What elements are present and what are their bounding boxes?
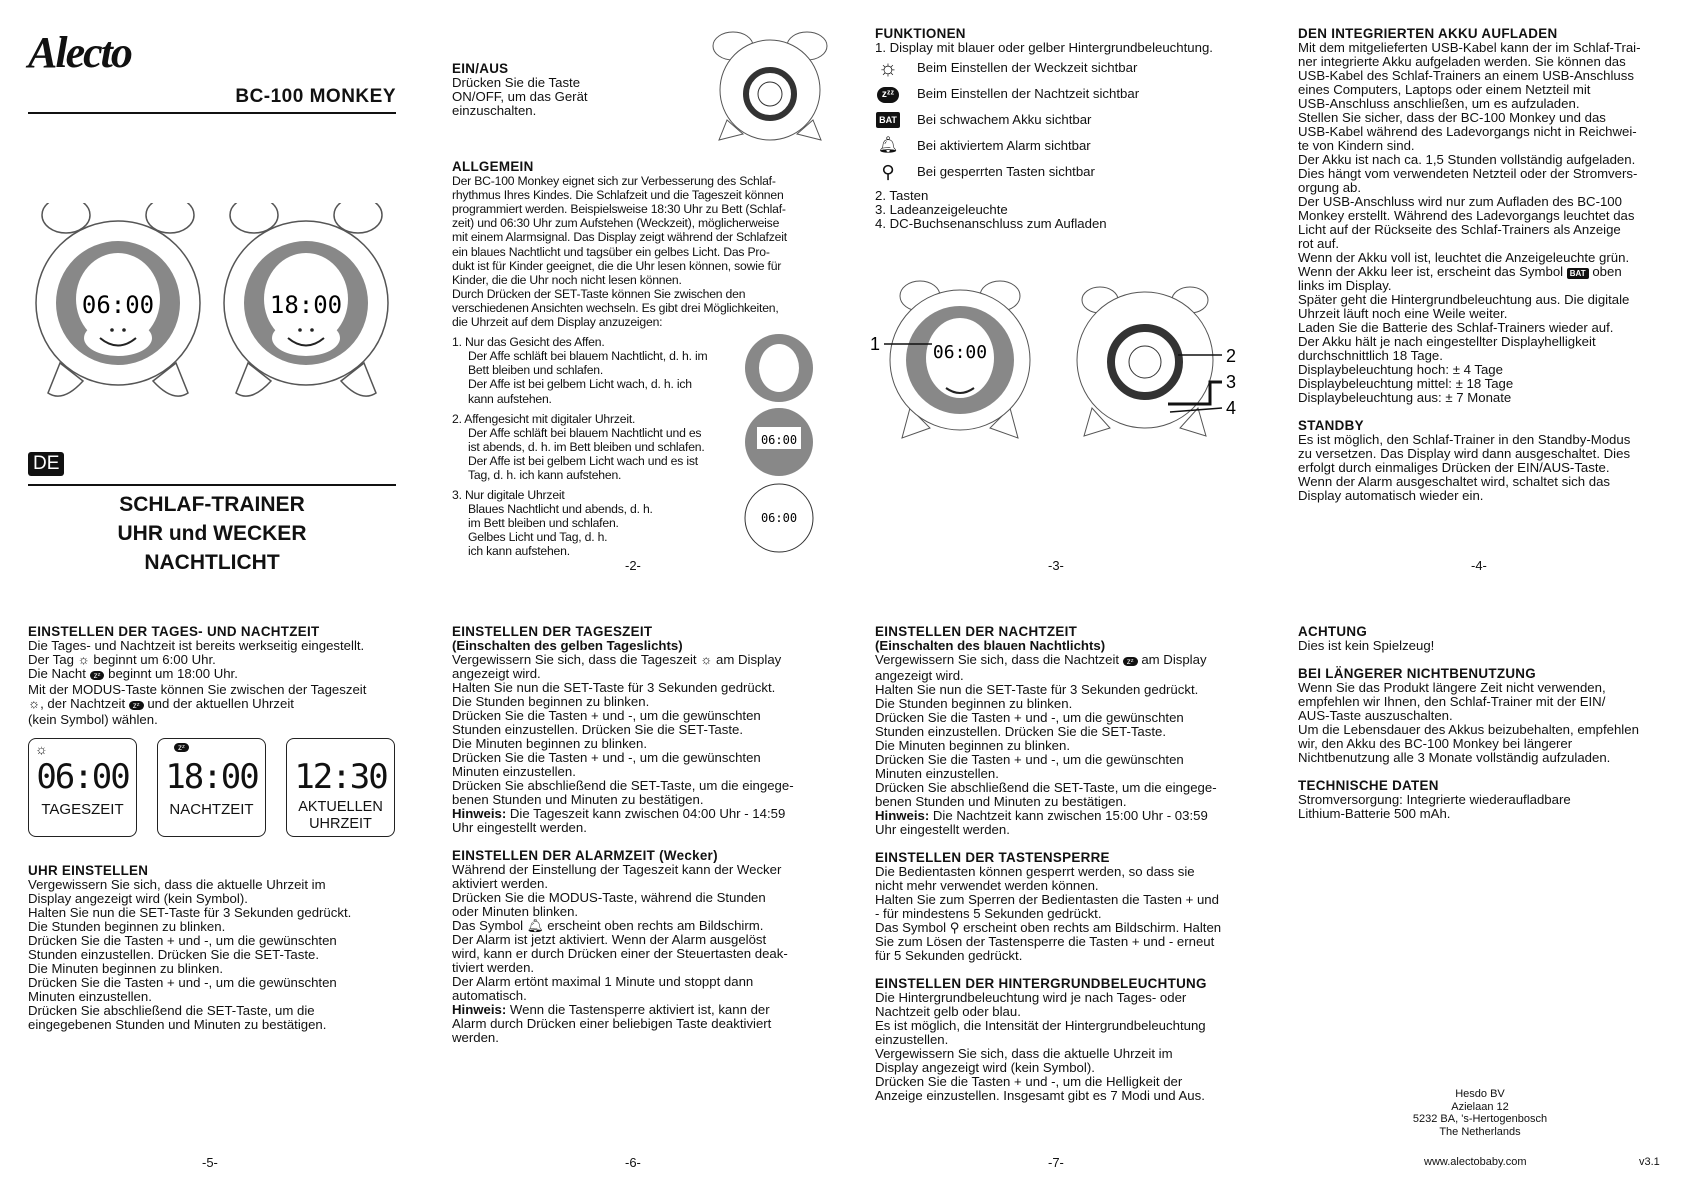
text-line: Drücken Sie die Tasten + und -, um die gewünschten — [28, 933, 337, 948]
text-line: Die Minuten beginnen zu blinken. — [28, 961, 224, 976]
section-heading: TECHNISCHE DATEN — [1298, 778, 1439, 793]
cover-panel — [28, 28, 396, 588]
divider — [28, 112, 396, 114]
text-line: Die Minuten beginnen zu blinken. — [875, 738, 1071, 753]
text-line: USB-Kabel des Schlaf-Trainers an einem USB-Anschluss — [1298, 68, 1634, 83]
section-heading: ACHTUNG — [1298, 624, 1368, 639]
text-line: Drücken Sie abschließend die SET-Taste, um die — [28, 1003, 315, 1018]
section-heading: STANDBY — [1298, 418, 1364, 433]
text-line: Licht auf der Rückseite des Schlaf-Trainers als Anzeige — [1298, 222, 1621, 237]
text-line: Die Hintergrundbeleuchtung wird je nach Tages- oder — [875, 990, 1187, 1005]
text-line: Lithium-Batterie 500 mAh. — [1298, 806, 1451, 821]
text-line: Drücken Sie die Tasten + und -, um die gewünschten — [875, 710, 1184, 725]
function-text: Bei aktiviertem Alarm sichtbar — [917, 138, 1091, 153]
text-line: werden. — [452, 1030, 499, 1045]
function-row — [875, 159, 1265, 185]
text-line: Wenn der Akku voll ist, leuchtet die Anzeigeleuchte grün. — [1298, 250, 1630, 265]
sun-icon: ☼ — [28, 696, 41, 711]
text-line: Das Symbol 🔔︎ erscheint oben rechts am Bildschirm. — [452, 918, 764, 933]
text-line: Drücken Sie die Tasten + und -, um die gewünschten — [875, 752, 1184, 767]
section-heading: UHR EINSTELLEN — [28, 863, 149, 878]
page-number: -4- — [1471, 558, 1487, 573]
section-subheading: (Einschalten des gelben Tageslichts) — [452, 638, 683, 653]
text-line: Drücken Sie die Tasten + und -, um die Helligkeit der — [875, 1074, 1183, 1089]
text-line: Der Akku hält je nach eingestellter Displayhelligkeit — [1298, 334, 1596, 349]
cover-title — [28, 490, 396, 577]
text-line: Der Akku ist nach ca. 1,5 Stunden vollständig aufgeladen. — [1298, 152, 1636, 167]
section-heading: EIN/AUS — [452, 61, 509, 76]
section-heading: EINSTELLEN DER HINTERGRUNDBELEUCHTUNG — [875, 976, 1207, 991]
text-line: eines Computers, Laptops oder einem Netzteil mit — [1298, 82, 1591, 97]
address-line: Hesdo BV — [1455, 1088, 1505, 1100]
text-line: aktiviert werden. — [452, 876, 549, 891]
text-line: Stunden einzustellen. Drücken Sie die SET-Taste. — [28, 947, 320, 962]
zzz-icon: zᶻ — [174, 743, 189, 752]
zzz-icon: zᶻ — [1123, 657, 1138, 666]
text-line: einzuschalten. — [452, 103, 537, 118]
text-line: 2. Tasten — [875, 188, 929, 203]
text-line: Wenn der Alarm ausgeschaltet wird, schaltet sich das — [1298, 474, 1611, 489]
text-line: automatisch. — [452, 988, 527, 1003]
bell-icon: 🔔︎ — [877, 137, 899, 154]
text-line: USB-Kabel während des Ladevorgangs nicht in Reichwei- — [1298, 124, 1637, 139]
option-2-clock: 06:00 — [760, 433, 798, 447]
text-line: 4. DC-Buchsenanschluss zum Aufladen — [875, 216, 1107, 231]
address-line: 5232 BA, 's-Hertogenbosch — [1412, 1113, 1548, 1125]
text-line: angezeigt wird. — [875, 668, 964, 683]
text-line: Vergewissern Sie sich, dass die Tageszeit ☼ am Display — [452, 652, 782, 667]
text-line: Uhrzeit läuft noch eine Weile weiter. — [1298, 306, 1508, 321]
address-line: Azielaan 12 — [1451, 1100, 1509, 1113]
text-line: für 5 Sekunden gedrückt. — [875, 948, 1023, 963]
page-7 — [875, 625, 1265, 1103]
page-5 — [28, 625, 423, 727]
text-line: ist abends, d. h. im Bett bleiben und schlafen. — [468, 439, 705, 454]
option-3-clock: 06:00 — [760, 511, 798, 525]
text-line: Displaybeleuchtung aus: ± 7 Monate — [1298, 390, 1512, 405]
option-2-title: 2. Affengesicht mit digitaler Uhrzeit. — [452, 411, 636, 426]
text-line: Um die Lebensdauer des Akkus beizubehalten, empfehlen — [1298, 722, 1639, 737]
text-line: Vergewissern Sie sich, dass die aktuelle Uhrzeit im — [28, 877, 326, 892]
lcd-time: 12:30 — [294, 757, 387, 797]
page-4 — [1298, 27, 1684, 503]
text-line: Drücken Sie die Tasten + und -, um die gewünschten — [452, 750, 761, 765]
text-line: durchschnittlich 18 Tage. — [1298, 348, 1443, 363]
text-line: im Bett bleiben und schlafen. — [468, 516, 619, 531]
text-line: Anzeige einzustellen. Insgesamt gibt es 7 Modi und Aus. — [875, 1088, 1205, 1103]
text-line: Mit der MODUS-Taste können Sie zwischen der Tageszeit — [28, 682, 367, 697]
text-line: Dies ist kein Spielzeug! — [1298, 638, 1435, 653]
text-line: Wenn der Akku leer ist, erscheint das Symbol BAT oben — [1298, 264, 1622, 279]
text-line: tiviert werden. — [452, 960, 535, 975]
text-line: programmiert werden. Beispielsweise 18:30 Uhr zu Bett (Schlaf- — [452, 202, 786, 217]
zzz-icon: zᶻ — [90, 671, 105, 680]
text-line: Display angezeigt wird (kein Symbol). — [875, 1060, 1095, 1075]
key-icon: ⚲ — [881, 162, 895, 182]
text-line: Minuten einzustellen. — [875, 766, 999, 781]
section-heading: FUNKTIONEN — [875, 26, 966, 41]
text-line: Monkey erstellt. Während des Ladevorgangs leuchtet das — [1298, 208, 1635, 223]
text-line: Stunden einzustellen. Drücken Sie die SET-Taste. — [452, 722, 744, 737]
cover-title-line: SCHLAF-TRAINER — [119, 493, 305, 516]
text-line: Displaybeleuchtung mittel: ± 18 Tage — [1298, 376, 1514, 391]
text-line: Halten Sie zum Sperren der Bedientasten die Tasten + und — [875, 892, 1219, 907]
function-text: Beim Einstellen der Nachtzeit sichtbar — [917, 86, 1140, 101]
page-5-clock — [28, 864, 423, 1032]
page-number: -5- — [202, 1155, 218, 1170]
mode-label: TAGESZEIT — [41, 801, 124, 818]
text-line: ein blaues Nachtlicht und tagsüber ein gelbes Licht. Das Pro- — [452, 244, 770, 259]
text-line: Stellen Sie sicher, dass der BC-100 Monkey und das — [1298, 110, 1606, 125]
text-line: benen Stunden und Minuten zu bestätigen. — [875, 794, 1127, 809]
text-line: orgung ab. — [1298, 180, 1362, 195]
sun-icon: ☼ — [77, 652, 90, 667]
text-line: einzustellen. — [875, 1032, 949, 1047]
text-line: Drücken Sie die Tasten + und -, um die gewünschten — [452, 708, 761, 723]
mode-box-night — [157, 738, 266, 837]
text-line: Hinweis: Wenn die Tastensperre aktiviert ist, kann der — [452, 1002, 770, 1017]
text-line: Mit dem mitgelieferten USB-Kabel kann der im Schlaf-Trai- — [1298, 40, 1641, 55]
text-line: zeit) und 06:30 Uhr zum Aufstehen (Weckzeit), möglicherweise — [452, 216, 780, 231]
company-address — [1380, 1088, 1580, 1138]
sun-icon: ☼ — [35, 741, 48, 757]
mode-box-day — [28, 738, 137, 837]
sun-icon: ☼ — [877, 55, 899, 80]
text-line: Die Nacht zᶻ beginnt um 18:00 Uhr. — [28, 666, 238, 681]
function-row — [875, 107, 1265, 133]
text-line: Vergewissern Sie sich, dass die aktuelle Uhrzeit im — [875, 1046, 1173, 1061]
text-line: eingegebenen Stunden und Minuten zu bestätigen. — [28, 1017, 327, 1032]
mode-label: AKTUELLEN UHRZEIT — [298, 799, 383, 832]
text-line: Sie zum Lösen der Tastensperre die Tasten + und - erneut — [875, 934, 1215, 949]
function-row — [875, 133, 1265, 159]
version-label: v3.1 — [1639, 1156, 1660, 1168]
display-options-illustration — [743, 332, 823, 572]
mode-box-current — [286, 738, 395, 837]
text-line: Drücken Sie abschließend die SET-Taste, um die eingege- — [452, 778, 794, 793]
page-8 — [1298, 625, 1684, 821]
callout-1: 1 — [870, 334, 881, 354]
text-line: 1. Display mit blauer oder gelber Hintergrundbeleuchtung. — [875, 40, 1213, 55]
text-line: benen Stunden und Minuten zu bestätigen. — [452, 792, 704, 807]
text-line: Vergewissern Sie sich, dass die Nachtzeit zᶻ am Display — [875, 652, 1207, 667]
text-line: ner integrierte Akku aufgeladen werden. Sie können das — [1298, 54, 1626, 69]
cover-clock-left: 06:00 — [81, 291, 155, 319]
brand-logo: Alecto — [28, 28, 131, 77]
text-line: ich kann aufstehen. — [468, 544, 570, 559]
device-clock: 06:00 — [932, 342, 988, 363]
text-line: Halten Sie nun die SET-Taste für 3 Sekunden gedrückt. — [875, 682, 1199, 697]
option-1-title: 1. Nur das Gesicht des Affen. — [452, 335, 605, 350]
text-line: ON/OFF, um das Gerät — [452, 89, 588, 104]
callout-2: 2 — [1226, 346, 1237, 366]
text-line: Nichtbenutzung alle 3 Monate vollständig aufzuladen. — [1298, 750, 1611, 765]
section-subheading: (Einschalten des blauen Nachtlichts) — [875, 638, 1106, 653]
text-line: Drücken Sie abschließend die SET-Taste, um die eingege- — [875, 780, 1217, 795]
text-line: Die Stunden beginnen zu blinken. — [875, 696, 1073, 711]
text-line: Drücken Sie die MODUS-Taste, während die Stunden — [452, 890, 766, 905]
text-line: Hinweis: Die Nachtzeit kann zwischen 15:00 Uhr - 03:59 — [875, 808, 1208, 823]
text-line: Die Stunden beginnen zu blinken. — [28, 919, 226, 934]
text-line: Dies hängt vom verwendeten Netzteil oder der Stromvers- — [1298, 166, 1638, 181]
text-line: Es ist möglich, den Schlaf-Trainer in den Standby-Modus — [1298, 432, 1631, 447]
bell-icon: 🔔︎ — [526, 918, 544, 933]
text-line: Uhr eingestellt werden. — [875, 822, 1010, 837]
text-line: verschiedenen Ansichten wechseln. Es gibt drei Möglichkeiten, — [452, 300, 779, 315]
bat-icon: BAT — [1567, 268, 1589, 279]
section-heading: BEI LÄNGERER NICHTBENUTZUNG — [1298, 666, 1536, 681]
text-line: Nachtzeit gelb oder blau. — [875, 1004, 1021, 1019]
text-line: oder Minuten blinken. — [452, 904, 579, 919]
text-line: Stunden einzustellen. Drücken Sie die SET-Taste. — [875, 724, 1167, 739]
page-number: -3- — [1048, 558, 1064, 573]
text-line: links im Display. — [1298, 278, 1392, 293]
text-line: nicht mehr verwendet werden können. — [875, 878, 1099, 893]
text-line: Hinweis: Die Tageszeit kann zwischen 04:00 Uhr - 14:59 — [452, 806, 786, 821]
section-heading: EINSTELLEN DER TAGESZEIT — [452, 624, 653, 639]
cover-clock-right: 18:00 — [269, 291, 343, 319]
text-line: Es ist möglich, die Intensität der Hintergrundbeleuchtung — [875, 1018, 1206, 1033]
text-line: Minuten einzustellen. — [452, 764, 576, 779]
function-text: Bei schwachem Akku sichtbar — [917, 112, 1092, 127]
language-badge: DE — [28, 452, 64, 476]
text-line: Blaues Nachtlicht und abends, d. h. — [468, 502, 653, 517]
device-front-back-illustration — [870, 278, 1250, 448]
text-line: Durch Drücken der SET-Taste können Sie zwischen den — [452, 286, 746, 301]
key-icon: ⚲ — [949, 920, 960, 935]
text-line: Bett bleiben und schlafen. — [468, 363, 604, 378]
text-line: angezeigt wird. — [452, 666, 541, 681]
lcd-time: 06:00 — [36, 757, 129, 797]
text-line: zu versetzen. Das Display wird dann ausgeschaltet. Dies — [1298, 446, 1631, 461]
text-line: Der Alarm ist jetzt aktiviert. Wenn der Alarm ausgelöst — [452, 932, 767, 947]
page-number: -6- — [625, 1155, 641, 1170]
text-line: Der Tag ☼ beginnt um 6:00 Uhr. — [28, 652, 216, 667]
text-line: wird, kann er durch Drücken einer der Steuertasten deak- — [452, 946, 788, 961]
zzz-icon: zᶻ — [129, 701, 144, 710]
text-line: kann aufstehen. — [468, 391, 552, 406]
option-3-title: 3. Nur digitale Uhrzeit — [452, 488, 565, 503]
text-line: mit einem Alarmsignal. Das Display zeigt während der Schlafzeit — [452, 230, 787, 245]
clock-back-illustration — [705, 30, 835, 142]
text-line: Drücken Sie die Taste — [452, 75, 581, 90]
text-line: ☼, der Nachtzeit zᶻ und der aktuellen Uhrzeit — [28, 696, 294, 711]
text-line: Der Affe schläft bei blauem Nachtlicht und es — [468, 425, 702, 440]
text-line: Stromversorgung: Integrierte wiederaufladbare — [1298, 792, 1571, 807]
text-line: AUS-Taste auszuschalten. — [1298, 708, 1453, 723]
text-line: (kein Symbol) wählen. — [28, 712, 158, 727]
website-link[interactable]: www.alectobaby.com — [1424, 1156, 1527, 1168]
text-line: te von Kindern sind. — [1298, 138, 1415, 153]
text-line: Kinder, die die Uhr noch nicht lesen können. — [452, 272, 682, 287]
text-line: Laden Sie die Batterie des Schlaf-Trainers wieder auf. — [1298, 320, 1614, 335]
model-name: BC-100 MONKEY — [235, 86, 396, 107]
section-heading: EINSTELLEN DER TAGES- UND NACHTZEIT — [28, 624, 320, 639]
page-number: -7- — [1048, 1155, 1064, 1170]
text-line: wir, den Akku des BC-100 Monkey bei längerer — [1298, 736, 1573, 751]
text-line: empfehlen wir Ihnen, den Schlaf-Trainer mit der EIN/ — [1298, 694, 1606, 709]
text-line: Displaybeleuchtung hoch: ± 4 Tage — [1298, 362, 1503, 377]
text-line: rot auf. — [1298, 236, 1340, 251]
address-line: The Netherlands — [1439, 1125, 1521, 1138]
text-line: Die Bedientasten können gesperrt werden, so dass sie — [875, 864, 1195, 879]
text-line: USB-Anschluss anschließen, um es aufzuladen. — [1298, 96, 1580, 111]
text-line: Display automatisch wieder ein. — [1298, 488, 1484, 503]
text-line: Die Minuten beginnen zu blinken. — [452, 736, 648, 751]
callout-3: 3 — [1226, 372, 1237, 392]
text-line: Uhr eingestellt werden. — [452, 820, 587, 835]
text-line: Gelbes Licht und Tag, d. h. — [468, 530, 608, 545]
page-6 — [452, 625, 842, 1045]
text-line: erfolgt durch einmaliges Drücken der EIN/AUS-Taste. — [1298, 460, 1610, 475]
text-line: 3. Ladeanzeigeleuchte — [875, 202, 1008, 217]
text-line: Minuten einzustellen. — [28, 989, 152, 1004]
text-line: Der USB-Anschluss wird nur zum Aufladen des BC-100 — [1298, 194, 1622, 209]
bat-icon: BAT — [875, 112, 901, 128]
text-line: Die Tages- und Nachtzeit ist bereits werkseitig eingestellt. — [28, 638, 365, 653]
monkey-clocks-illustration — [28, 203, 396, 433]
text-line: - für mindestens 5 Sekunden gedrückt. — [875, 906, 1102, 921]
text-line: Tag, d. h. ich kann aufstehen. — [468, 467, 622, 482]
divider — [28, 484, 396, 486]
text-line: die Uhrzeit auf dem Display anzuzeigen: — [452, 315, 663, 330]
mode-label: NACHTZEIT — [169, 801, 254, 818]
text-line: Während der Einstellung der Tageszeit kann der Wecker — [452, 862, 782, 877]
text-line: dukt ist für Kinder geeignet, die die Uhr lesen können, sowie für — [452, 258, 782, 273]
text-line: Wenn Sie das Produkt längere Zeit nicht verwenden, — [1298, 680, 1606, 695]
page-number: -2- — [625, 558, 641, 573]
function-text: Bei gesperrten Tasten sichtbar — [917, 164, 1095, 179]
zzz-icon: zᶻᶻ — [875, 86, 901, 103]
text-line: Der Alarm ertönt maximal 1 Minute und stoppt dann — [452, 974, 754, 989]
function-row — [875, 81, 1265, 107]
text-line: Später geht die Hintergrundbeleuchtung aus. Die digitale — [1298, 292, 1630, 307]
text-line: Der Affe ist bei gelbem Licht wach, d. h. ich — [468, 377, 692, 392]
text-line: Halten Sie nun die SET-Taste für 3 Sekunden gedrückt. — [28, 905, 352, 920]
sun-icon: ☼ — [700, 652, 713, 667]
cover-title-line: UHR und WECKER — [117, 522, 307, 545]
page-3 — [875, 27, 1265, 231]
callout-4: 4 — [1226, 398, 1237, 418]
text-line: rhythmus Ihres Kindes. Die Schlafzeit und die Tageszeit können — [452, 188, 784, 203]
text-line: Das Symbol ⚲ erscheint oben rechts am Bildschirm. Halten — [875, 920, 1222, 935]
text-line: Die Stunden beginnen zu blinken. — [452, 694, 650, 709]
section-heading: EINSTELLEN DER TASTENSPERRE — [875, 850, 1110, 865]
lcd-time: 18:00 — [165, 757, 258, 797]
section-heading: EINSTELLEN DER NACHTZEIT — [875, 624, 1078, 639]
text-line: Alarm durch Drücken einer beliebigen Taste deaktiviert — [452, 1016, 772, 1031]
text-line: Der BC-100 Monkey eignet sich zur Verbesserung des Schlaf- — [452, 174, 776, 189]
cover-title-line: NACHTLICHT — [144, 551, 280, 574]
section-heading: ALLGEMEIN — [452, 159, 534, 174]
function-row — [875, 55, 1265, 81]
text-line: Display angezeigt wird (kein Symbol). — [28, 891, 248, 906]
text-line: Der Affe schläft bei blauem Nachtlicht, d. h. im — [468, 349, 708, 364]
text-line: Drücken Sie die Tasten + und -, um die gewünschten — [28, 975, 337, 990]
text-line: Der Affe ist bei gelbem Licht wach und es ist — [468, 453, 698, 468]
text-line: Halten Sie nun die SET-Taste für 3 Sekunden gedrückt. — [452, 680, 776, 695]
section-heading: EINSTELLEN DER ALARMZEIT (Wecker) — [452, 848, 718, 863]
function-text: Beim Einstellen der Weckzeit sichtbar — [917, 60, 1138, 75]
section-heading: DEN INTEGRIERTEN AKKU AUFLADEN — [1298, 26, 1558, 41]
